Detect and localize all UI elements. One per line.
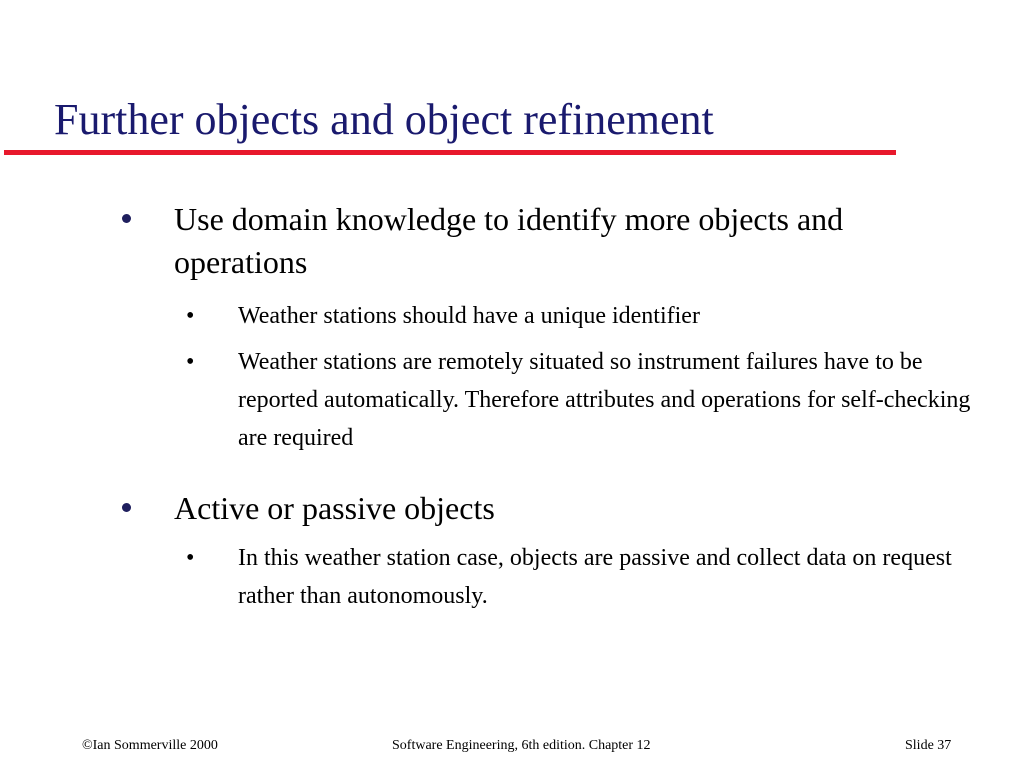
bullet-dot-icon <box>122 214 131 223</box>
footer-course: Software Engineering, 6th edition. Chapter 12 <box>392 738 651 753</box>
bullet-text: Active or passive objects <box>174 490 495 526</box>
sub-bullet-text: In this weather station case, objects are passive and collect data on request rather than autonomously. <box>238 545 952 609</box>
bullet-text: Use domain knowledge to identify more objects and operations <box>174 201 844 280</box>
sub-bullet-marker: • <box>186 349 195 375</box>
sub-bullet-marker: • <box>186 545 195 571</box>
sub-bullet-text: Weather stations should have a unique identifier <box>238 303 700 329</box>
title-underline <box>4 150 896 155</box>
sub-bullet-text: Weather stations are remotely situated so instrument failures have to be reported automatically. Therefore attributes and operations for self-checking are required <box>238 349 971 451</box>
bullet-dot-icon <box>122 503 131 512</box>
footer-slide-number: Slide 37 <box>905 738 952 753</box>
footer-copyright: ©Ian Sommerville 2000 <box>82 738 218 753</box>
slide-title: Further objects and object refinement <box>54 95 714 144</box>
sub-bullet-marker: • <box>186 303 195 329</box>
